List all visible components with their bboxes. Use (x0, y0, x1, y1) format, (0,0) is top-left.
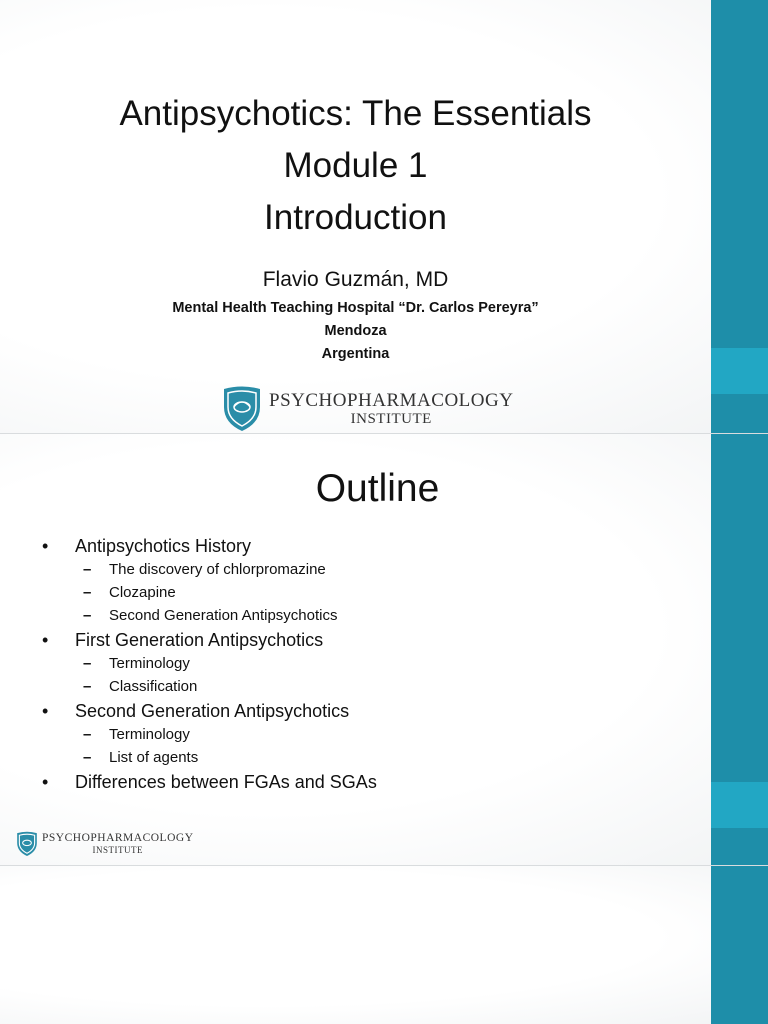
logo-wordmark (42, 832, 194, 856)
right-bar-accent (711, 782, 768, 828)
outline-subitem: – Clozapine (75, 581, 377, 604)
shield-logo-icon (15, 830, 39, 858)
logo-wordmark (269, 390, 513, 428)
title-line-2: Module 1 (283, 146, 428, 185)
outline-item (40, 534, 377, 627)
outline-item (40, 770, 377, 794)
shield-logo-icon (220, 385, 264, 433)
outline-title: Outline (315, 467, 440, 510)
slide-outline (0, 433, 768, 866)
affiliation-line-3: Argentina (321, 346, 390, 362)
slide-title-block (0, 88, 711, 244)
outline-subitem: – Terminology (75, 723, 377, 746)
outline-item (40, 628, 377, 698)
slide-title (0, 0, 768, 433)
slide-right-bar (711, 866, 768, 1024)
outline-subitem: – Second Generation Antipsychotics (75, 604, 377, 627)
outline-item-label: Differences between FGAs and SGAs (75, 772, 377, 792)
slide-next (0, 865, 768, 1024)
slide-right-bar (711, 0, 768, 433)
title-line-3: Introduction (264, 198, 447, 237)
affiliation (0, 297, 711, 366)
right-bar-accent (711, 348, 768, 394)
outline-item-label: First Generation Antipsychotics (75, 630, 324, 650)
outline-item-label: Second Generation Antipsychotics (75, 701, 350, 721)
outline-item (40, 699, 377, 769)
logo-line-1: PSYCHOPHARMACOLOGY (42, 832, 194, 844)
outline-list (40, 534, 377, 794)
outline-subitem: – Terminology (75, 652, 377, 675)
affiliation-line-1: Mental Health Teaching Hospital “Dr. Carlos Pereyra” (172, 300, 539, 316)
outline-item-label: Antipsychotics History (75, 536, 252, 556)
title-line-1: Antipsychotics: The Essentials (119, 94, 592, 133)
affiliation-line-2: Mendoza (324, 323, 387, 339)
institute-logo-small (15, 830, 194, 858)
author-name: Flavio Guzmán, MD (262, 268, 449, 291)
logo-line-2: INSTITUTE (92, 845, 143, 855)
institute-logo (220, 385, 513, 433)
outline-subitem: – The discovery of chlorpromazine (75, 558, 377, 581)
outline-subitem: – List of agents (75, 746, 377, 769)
slide-right-bar (711, 434, 768, 866)
logo-line-2: INSTITUTE (350, 411, 432, 427)
outline-subitem: – Classification (75, 675, 377, 698)
logo-line-1: PSYCHOPHARMACOLOGY (269, 390, 514, 411)
